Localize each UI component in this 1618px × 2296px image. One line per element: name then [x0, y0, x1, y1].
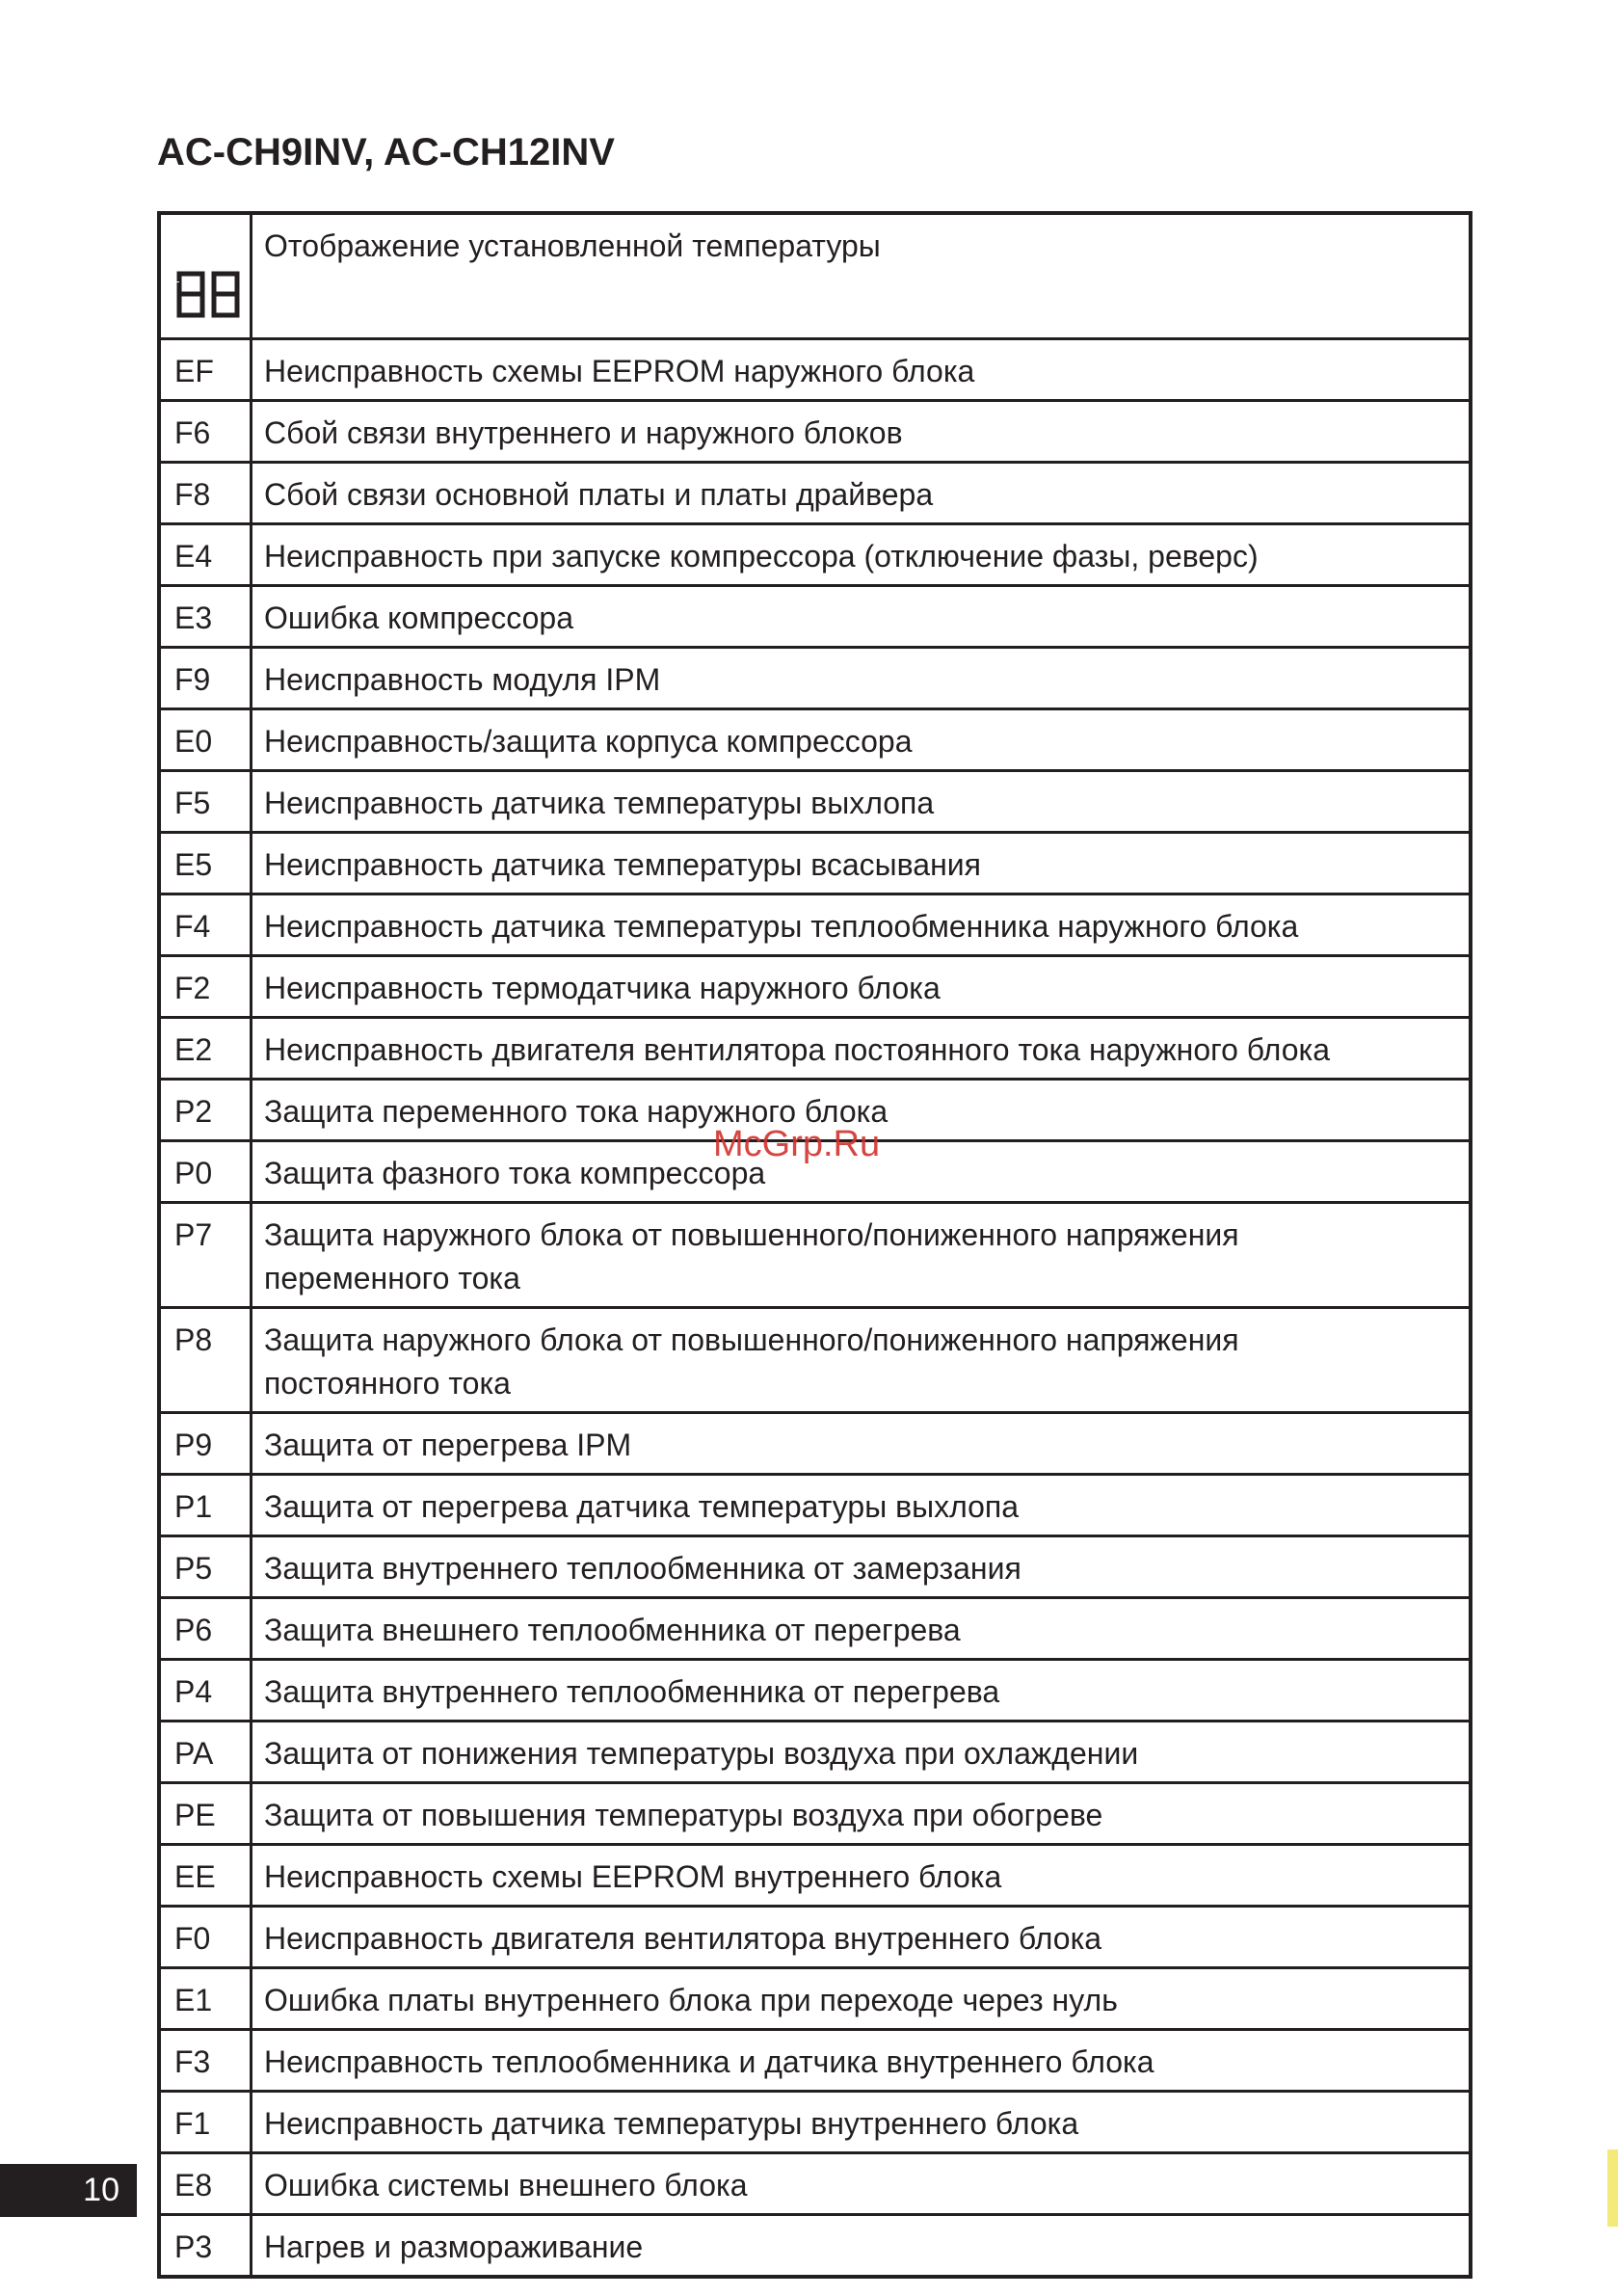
table-row — [159, 2153, 1471, 2215]
error-code-cell: E3 — [159, 586, 252, 648]
error-code-cell: E4 — [159, 524, 252, 586]
description-cell: Неисправность модуля IPM — [252, 648, 1472, 709]
description-cell: Неисправность датчика температуры теплообменника наружного блока — [252, 894, 1472, 956]
description-cell: Сбой связи основной платы и платы драйвера — [252, 463, 1472, 524]
error-code-cell: PE — [159, 1783, 252, 1845]
error-code-cell: P4 — [159, 1660, 252, 1722]
display-88-icon — [174, 270, 242, 320]
error-code-cell: F8 — [159, 463, 252, 524]
table-row — [159, 894, 1471, 956]
description-cell: Защита от перегрева IPM — [252, 1413, 1472, 1475]
error-code-cell: P2 — [159, 1080, 252, 1141]
description-cell: Нагрев и размораживание — [252, 2215, 1472, 2278]
table-row — [159, 1660, 1471, 1722]
error-code-table — [157, 211, 1472, 2279]
error-code-cell: P7 — [159, 1203, 252, 1308]
description-cell: Неисправность схемы EEPROM наружного блока — [252, 339, 1472, 401]
error-code-cell: EF — [159, 339, 252, 401]
error-code-cell: E5 — [159, 833, 252, 894]
table-row — [159, 709, 1471, 771]
table-row — [159, 1968, 1471, 2030]
error-code-cell: F2 — [159, 956, 252, 1018]
table-row — [159, 1536, 1471, 1598]
error-code-cell: PA — [159, 1722, 252, 1783]
error-code-cell: F4 — [159, 894, 252, 956]
description-cell: Неисправность датчика температуры внутреннего блока — [252, 2092, 1472, 2153]
description-cell: Неисправность при запуске компрессора (отключение фазы, реверс) — [252, 524, 1472, 586]
table-row — [159, 1203, 1471, 1308]
table-row — [159, 2215, 1471, 2278]
table-row — [159, 1722, 1471, 1783]
description-cell: Неисправность двигателя вентилятора внутреннего блока — [252, 1907, 1472, 1968]
table-row — [159, 956, 1471, 1018]
description-cell: Неисправность датчика температуры выхлопа — [252, 771, 1472, 833]
edge-mark — [1607, 2149, 1618, 2227]
table-row — [159, 771, 1471, 833]
description-cell: Защита наружного блока от повышенного/пониженного напряжения переменного тока — [252, 1203, 1472, 1308]
description-cell: Неисправность двигателя вентилятора постоянного тока наружного блока — [252, 1018, 1472, 1080]
error-code-cell: EE — [159, 1845, 252, 1907]
description-cell: Защита наружного блока от повышенного/пониженного напряжения постоянного тока — [252, 1308, 1472, 1413]
page-number: 10 — [0, 2164, 137, 2217]
table-row — [159, 1907, 1471, 1968]
description-cell: Ошибка платы внутреннего блока при переходе через нуль — [252, 1968, 1472, 2030]
error-code-cell: E8 — [159, 2153, 252, 2215]
table-row — [159, 339, 1471, 401]
description-cell: Защита внешнего теплообменника от перегрева — [252, 1598, 1472, 1660]
table-row — [159, 648, 1471, 709]
page-title: AC-CH9INV, AC-CH12INV — [157, 131, 615, 174]
error-code-cell: F1 — [159, 2092, 252, 2153]
error-code-cell: P1 — [159, 1475, 252, 1536]
error-code-cell: F5 — [159, 771, 252, 833]
table-row — [159, 586, 1471, 648]
description-cell: Защита фазного тока компрессора — [252, 1141, 1472, 1203]
table-row — [159, 401, 1471, 463]
table-row — [159, 524, 1471, 586]
description-cell: Защита внутреннего теплообменника от перегрева — [252, 1660, 1472, 1722]
description-cell: Ошибка компрессора — [252, 586, 1472, 648]
error-code-cell: P5 — [159, 1536, 252, 1598]
description-cell: Защита внутреннего теплообменника от замерзания — [252, 1536, 1472, 1598]
table-row — [159, 1845, 1471, 1907]
error-code-cell: F3 — [159, 2030, 252, 2092]
error-code-cell: E0 — [159, 709, 252, 771]
error-code-cell: P6 — [159, 1598, 252, 1660]
table-row — [159, 833, 1471, 894]
description-cell: Защита от повышения температуры воздуха при обогреве — [252, 1783, 1472, 1845]
error-code-cell: E1 — [159, 1968, 252, 2030]
error-code-cell: F6 — [159, 401, 252, 463]
description-cell: Ошибка системы внешнего блока — [252, 2153, 1472, 2215]
error-code-cell: F0 — [159, 1907, 252, 1968]
table-row — [159, 1018, 1471, 1080]
description-cell: Защита от перегрева датчика температуры выхлопа — [252, 1475, 1472, 1536]
table-row — [159, 1598, 1471, 1660]
description-cell: Отображение установленной температуры — [252, 213, 1472, 339]
description-cell: Защита переменного тока наружного блока — [252, 1080, 1472, 1141]
error-code-cell: P3 — [159, 2215, 252, 2278]
description-cell: Неисправность теплообменника и датчика внутреннего блока — [252, 2030, 1472, 2092]
table-row — [159, 2030, 1471, 2092]
description-cell: Сбой связи внутреннего и наружного блоков — [252, 401, 1472, 463]
description-cell: Неисправность схемы EEPROM внутреннего блока — [252, 1845, 1472, 1907]
table-row — [159, 463, 1471, 524]
table-row — [159, 1475, 1471, 1536]
table-row — [159, 1413, 1471, 1475]
description-cell: Защита от понижения температуры воздуха при охлаждении — [252, 1722, 1472, 1783]
error-code-cell: P0 — [159, 1141, 252, 1203]
table-row — [159, 2092, 1471, 2153]
table-row — [159, 1783, 1471, 1845]
table-row — [159, 1308, 1471, 1413]
description-cell: Неисправность термодатчика наружного блока — [252, 956, 1472, 1018]
watermark: McGrp.Ru — [713, 1124, 881, 1164]
error-code-cell: E2 — [159, 1018, 252, 1080]
table-row — [159, 213, 1471, 339]
error-code-cell: P8 — [159, 1308, 252, 1413]
display-icon-cell — [159, 213, 252, 339]
description-cell: Неисправность/защита корпуса компрессора — [252, 709, 1472, 771]
error-code-cell: P9 — [159, 1413, 252, 1475]
description-cell: Неисправность датчика температуры всасывания — [252, 833, 1472, 894]
error-code-cell: F9 — [159, 648, 252, 709]
